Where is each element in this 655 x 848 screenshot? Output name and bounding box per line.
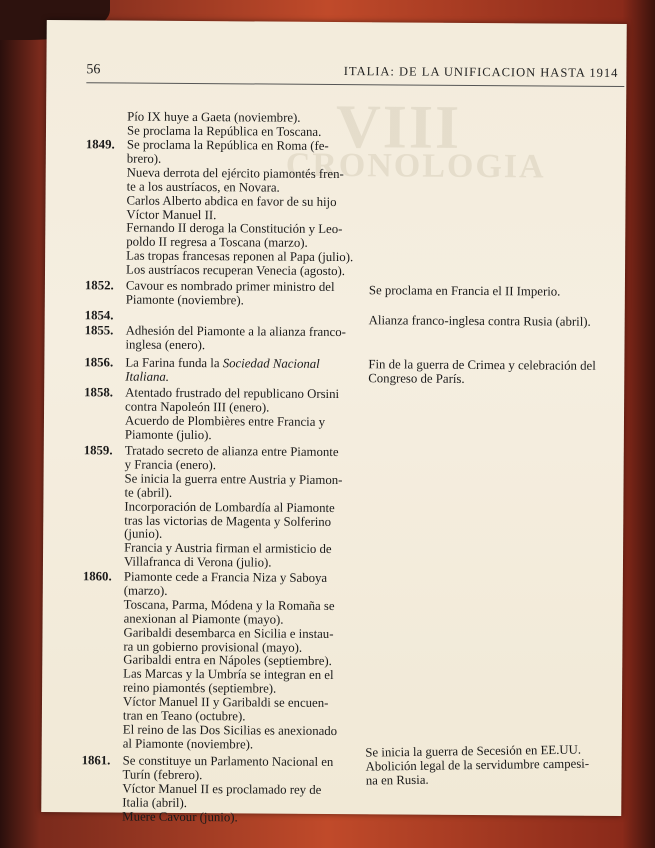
entry-line: Se proclama la República en Roma (fe- bbox=[126, 137, 329, 153]
bleed-through-title: CRONOLOGIA bbox=[285, 146, 546, 186]
world-event-line: Se proclama en Francia el II Imperio. bbox=[368, 283, 561, 299]
entry-line: Muere Cavour (junio). bbox=[122, 809, 238, 824]
entry-line: te (abril). bbox=[124, 485, 173, 500]
entry-line: contra Napoleón III (enero). bbox=[125, 399, 270, 415]
entry-line: Tratado secreto de alianza entre Piamonte bbox=[124, 443, 339, 460]
entry-line: (marzo). bbox=[123, 583, 168, 598]
entry-1860 bbox=[82, 570, 353, 753]
entry-year: 1861. bbox=[81, 753, 111, 768]
bleed-through-numeral: VIII bbox=[335, 93, 462, 162]
entry-italic-title: Sociedad Nacional bbox=[222, 356, 320, 371]
entry-line: Víctor Manuel II y Garibaldi se encuen- bbox=[122, 694, 329, 711]
entry-line: Piamonte (noviembre). bbox=[125, 292, 244, 308]
world-event-line: Abolición legal de la servidumbre campesi- bbox=[365, 756, 590, 774]
page-header bbox=[86, 62, 626, 84]
entry-line: tran en Teano (octubre). bbox=[122, 708, 246, 724]
entry-line: reino piamontés (septiembre). bbox=[123, 680, 277, 696]
entry-line: Piamonte (julio). bbox=[124, 427, 212, 442]
entry-line: brero). bbox=[126, 151, 162, 166]
entry-line: Incorporación de Lombardía al Piamonte bbox=[124, 499, 335, 515]
world-event-line: na en Rusia. bbox=[365, 772, 429, 788]
entry-line: (junio). bbox=[124, 526, 163, 542]
entry-year: 1859. bbox=[83, 443, 113, 458]
entry-line: te a los austríacos, en Novara. bbox=[126, 179, 280, 195]
entry-line: tras las victorias de Magenta y Solferino bbox=[124, 513, 332, 529]
entry-line: Francia y Austria firman el armisticio de bbox=[124, 540, 332, 557]
entry-line: Acuerdo de Plombières entre Francia y bbox=[124, 413, 326, 429]
entry-line: Villafranca di Verona (julio). bbox=[123, 554, 272, 570]
entry-1861 bbox=[81, 754, 351, 825]
entry-year: 1854. bbox=[84, 308, 114, 323]
entry-line: anexionan al Piamonte (mayo). bbox=[123, 611, 284, 627]
entry-line: Pío IX huye a Gaeta (noviembre). bbox=[127, 109, 301, 125]
entry-line: Carlos Alberto abdica en favor de su hijo bbox=[126, 193, 337, 209]
entry-line: Italia (abril). bbox=[122, 795, 188, 810]
entry-line: Fernando II deroga la Constitución y Leo- bbox=[126, 220, 343, 237]
world-event-1856 bbox=[368, 358, 598, 387]
entry-1855 bbox=[84, 324, 354, 354]
entry-line: Las Marcas y la Umbría se integran en el bbox=[123, 666, 334, 683]
entry-1859 bbox=[83, 444, 354, 571]
entry-line: inglesa (enero). bbox=[125, 337, 206, 353]
entry-line: Se proclama la República en Toscana. bbox=[126, 123, 322, 139]
entry-line: Italiana. bbox=[125, 369, 170, 384]
entry-1849 bbox=[85, 138, 356, 279]
entry-line: Atentado frustrado del republicano Orsini bbox=[125, 385, 340, 402]
entry-line: y Francia (enero). bbox=[124, 457, 217, 473]
entry-text: La Farina funda la bbox=[125, 355, 223, 371]
entry-line: Víctor Manuel II es proclamado rey de bbox=[122, 781, 322, 797]
entry-line: al Piamonte (noviembre). bbox=[122, 736, 254, 752]
entry-line: Nueva derrota del ejército piamontés fren- bbox=[126, 165, 344, 181]
entry-line: Turín (febrero). bbox=[122, 767, 203, 782]
running-title: ITALIA: DE LA UNIFICACION HASTA 1914 bbox=[343, 64, 619, 80]
entry-line: ra un gobierno provisional (mayo). bbox=[123, 639, 303, 655]
entry-line: Se inicia la guerra entre Austria y Piamon- bbox=[124, 471, 343, 487]
entry-line: Piamonte cede a Francia Niza y Saboya bbox=[123, 569, 328, 585]
entry-year: 1860. bbox=[82, 569, 112, 584]
entry-1856 bbox=[84, 356, 354, 386]
world-event-1854 bbox=[369, 314, 599, 330]
entry-year: 1852. bbox=[84, 278, 114, 293]
world-event-line: Fin de la guerra de Crimea y celebración del bbox=[368, 357, 596, 373]
entry-year: 1855. bbox=[84, 323, 114, 338]
entry-line: Las tropas francesas reponen al Papa (julio). bbox=[126, 248, 354, 265]
entry-line: Se constituye un Parlamento Nacional en bbox=[122, 753, 334, 770]
entry-line: Garibaldi entra en Nápoles (septiembre). bbox=[123, 652, 332, 669]
entry-line: Adhesión del Piamonte a la alianza franco- bbox=[125, 323, 346, 340]
entry-1848-cont bbox=[86, 110, 356, 140]
entry-line: poldo II regresa a Toscana (marzo). bbox=[126, 234, 308, 251]
entry-line: Cavour es nombrado primer ministro del bbox=[125, 278, 335, 295]
page-number: 56 bbox=[86, 62, 101, 78]
entry-line: Toscana, Parma, Módena y la Romaña se bbox=[123, 597, 335, 613]
book-page bbox=[41, 20, 627, 824]
entry-line: El reino de las Dos Sicilias es anexionado bbox=[122, 722, 338, 738]
entry-line: Víctor Manuel II. bbox=[126, 207, 217, 222]
entry-line: Garibaldi desembarca en Sicilia e instau- bbox=[123, 625, 334, 641]
entry-year: 1858. bbox=[84, 385, 114, 400]
world-event-1852 bbox=[369, 284, 599, 300]
entry-line: Los austríacos recuperan Venecia (agosto). bbox=[125, 262, 346, 279]
world-event-line: Alianza franco-inglesa contra Rusia (abril). bbox=[368, 313, 591, 329]
entry-year: 1856. bbox=[84, 355, 114, 370]
entry-1854 bbox=[84, 308, 355, 323]
world-event-line: Se inicia la guerra de Secesión en EE.UU. bbox=[365, 742, 582, 760]
entry-year: 1849. bbox=[85, 137, 115, 152]
entry-1858 bbox=[84, 386, 354, 444]
world-event-line: Congreso de París. bbox=[368, 371, 465, 386]
entry-1852 bbox=[85, 279, 355, 309]
world-event-1861 bbox=[365, 743, 596, 788]
